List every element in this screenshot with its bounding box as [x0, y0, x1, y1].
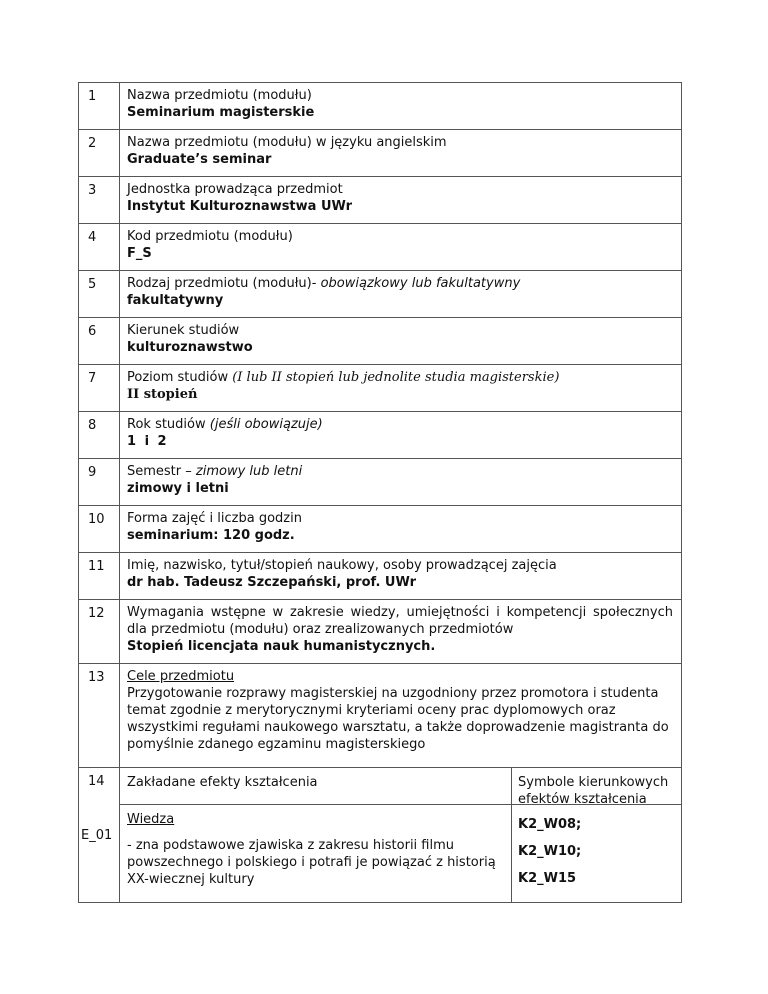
field-value: seminarium: 120 godz.	[127, 528, 295, 543]
field-value: II stopień	[127, 387, 198, 402]
field-value: F_S	[127, 246, 152, 261]
row-11	[78, 553, 682, 600]
field-label: Rok studiów (jeśli obowiązuje)	[127, 417, 323, 432]
row-number: 1	[79, 83, 120, 129]
row-number: 13	[79, 664, 120, 767]
row-number: 14	[88, 774, 105, 789]
field-value: fakultatywny	[127, 293, 224, 308]
row-number: 7	[79, 365, 120, 411]
row-number: 8	[79, 412, 120, 458]
field-label: Wymagania wstępne w zakresie wiedzy, umiejętności i kompetencji społecznych dla przedmiotu (modułu) oraz zrealizowanych przedmiotów	[127, 605, 673, 637]
symbols-header: Symbole kierunkowych efektów kształcenia	[511, 768, 681, 804]
symbol-1: K2_W08;	[518, 817, 582, 832]
field-value: Stopień licencjata nauk humanistycznych.	[127, 639, 436, 654]
field-label: Cele przedmiotu	[127, 669, 235, 684]
field-label: Imię, nazwisko, tytuł/stopień naukowy, osoby prowadzącej zajęcia	[127, 558, 557, 573]
field-label: Semestr – zimowy lub letni	[127, 464, 303, 479]
row-7	[78, 365, 682, 412]
row-10	[78, 506, 682, 553]
row-number: 2	[79, 130, 120, 176]
field-label: Poziom studiów (I lub II stopień lub jednolite studia magisterskie)	[127, 370, 560, 385]
row-8	[78, 412, 682, 459]
row-6	[78, 318, 682, 365]
row-9	[78, 459, 682, 506]
row-5	[78, 271, 682, 318]
field-label: Forma zajęć i liczba godzin	[127, 511, 302, 526]
field-value: 1 i 2	[127, 434, 169, 449]
row-number: 11	[79, 553, 120, 599]
row-2	[78, 130, 682, 177]
outcome-description: - zna podstawowe zjawiska z zakresu historii filmu powszechnego i polskiego i potrafi je powiązać z historią XX-wiecznej kultury	[127, 838, 496, 887]
field-value: Seminarium magisterskie	[127, 105, 315, 120]
row-12	[78, 600, 682, 664]
field-value: dr hab. Tadeusz Szczepański, prof. UWr	[127, 575, 417, 590]
symbol-3: K2_W15	[518, 871, 577, 886]
symbol-2: K2_W10;	[518, 844, 582, 859]
row-number: 12	[79, 600, 120, 663]
row-13	[78, 664, 682, 768]
field-value: zimowy i letni	[127, 481, 229, 496]
section-wiedza: Wiedza	[127, 812, 175, 827]
field-value: Instytut Kulturoznawstwa UWr	[127, 199, 353, 214]
field-label: Nazwa przedmiotu (modułu) w języku angielskim	[127, 135, 447, 150]
outcomes-header: Zakładane efekty kształcenia	[127, 775, 318, 790]
field-value: Przygotowanie rozprawy magisterskiej na uzgodniony przez promotora i studenta temat zgodnie z merytorycznymi kryteriami oceny prac dyplomowych oraz wszystkimi regułami naukowego warsztatu, a także doprowadzenie magistranta do pomyślnie zdanego egzaminu magisterskiego	[127, 686, 669, 752]
row-1	[78, 82, 682, 130]
outcome-code: E_01	[81, 828, 113, 843]
row-3	[78, 177, 682, 224]
field-label: Nazwa przedmiotu (modułu)	[127, 88, 312, 103]
row-number: 5	[79, 271, 120, 317]
row-number: 4	[79, 224, 120, 270]
field-value: kulturoznawstwo	[127, 340, 253, 355]
course-description-table	[78, 82, 682, 903]
field-label: Rodzaj przedmiotu (modułu)- obowiązkowy lub fakultatywny	[127, 276, 521, 291]
row-number: 6	[79, 318, 120, 364]
field-label: Kod przedmiotu (modułu)	[127, 229, 293, 244]
field-value: Graduate’s seminar	[127, 152, 272, 167]
row-14-learning-outcomes	[78, 768, 682, 903]
field-label: Jednostka prowadząca przedmiot	[127, 182, 343, 197]
row-number: 9	[79, 459, 120, 505]
field-label: Kierunek studiów	[127, 323, 240, 338]
row-number: 10	[79, 506, 120, 552]
row-4	[78, 224, 682, 271]
row-number: 3	[79, 177, 120, 223]
